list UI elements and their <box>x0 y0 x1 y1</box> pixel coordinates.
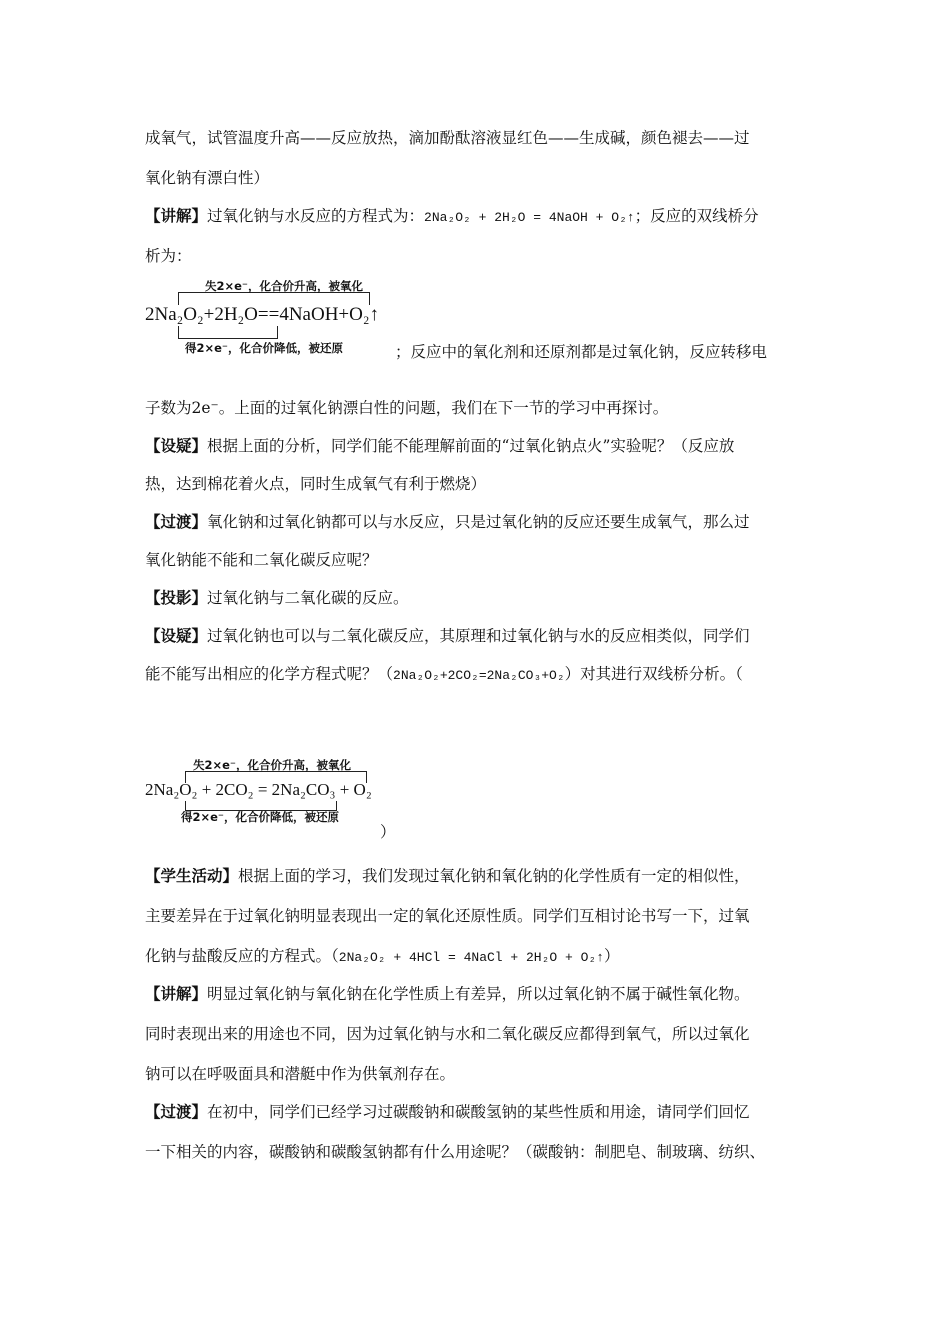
text-span: ；反应的双线桥分 <box>634 207 759 225</box>
text-span: 过氧化钠与水反应的方程式为： <box>207 207 425 225</box>
text-span: ）对其进行双线桥分析。（ <box>564 665 743 683</box>
text-span: 化钠与盐酸反应的方程式。（ <box>145 947 339 965</box>
text-line: ；反应中的氧化剂和还原剂都是过氧化钠，反应转移电 <box>395 343 768 361</box>
text-line <box>145 1102 750 1122</box>
text-line: 钠可以在呼吸面具和潜艇中作为供氧剂存在。 <box>145 1065 456 1083</box>
text-line <box>145 512 750 532</box>
bridge-bottom-label: 得2×e⁻，化合价降低，被还原 <box>181 810 340 824</box>
bridge-top-label: 失2×e⁻，化合价升高，被氧化 <box>205 279 364 293</box>
text-line: 同时表现出来的用途也不同，因为过氧化钠与水和二氧化碳反应都得到氧气，所以过氧化 <box>145 1025 750 1043</box>
text-span: 氧化钠和过氧化钠都可以与水反应，只是过氧化钠的反应还要生成氧气，那么过 <box>207 513 750 531</box>
text-span: ） <box>604 947 620 965</box>
text-line: 主要差异在于过氧化钠明显表现出一定的氧化还原性质。同学们互相讨论书写一下，过氧 <box>145 907 750 925</box>
bridge-bottom-label: 得2×e⁻，化合价降低，被还原 <box>185 341 344 355</box>
bridge-top-label: 失2×e⁻，化合价升高，被氧化 <box>193 758 352 772</box>
text-line: 一下相关的内容，碳酸钠和碳酸氢钠都有什么用途呢？（碳酸钠：制肥皂、制玻璃、纺织、 <box>145 1143 766 1161</box>
text-line: 热，达到棉花着火点，同时生成氧气有利于燃烧） <box>145 475 487 493</box>
text-line <box>145 664 743 686</box>
text-span: 能不能写出相应的化学方程式呢？（ <box>145 665 394 683</box>
section-tag: 【设疑】 <box>145 437 208 455</box>
text-line: 成氧气，试管温度升高——反应放热，滴加酚酞溶液显红色——生成碱，颜色褪去——过 <box>145 129 750 147</box>
text-span: 明显过氧化钠与氧化钠在化学性质上有差异，所以过氧化钠不属于碱性氧化物。 <box>207 985 750 1003</box>
section-tag: 【学生活动】 <box>145 867 239 885</box>
text-span: 根据上面的学习，我们发现过氧化钠和氧化钠的化学性质有一定的相似性， <box>238 867 750 885</box>
text-span: 过氧化钠与二氧化碳的反应。 <box>207 589 409 607</box>
text-span: 根据上面的分析，同学们能不能理解前面的“过氧化钠点火”实验呢？（反应放 <box>207 437 735 455</box>
text-span: 在初中，同学们已经学习过碳酸钠和碳酸氢钠的某些性质和用途，请同学们回忆 <box>207 1103 750 1121</box>
section-tag: 【讲解】 <box>145 207 208 225</box>
text-line <box>145 866 750 886</box>
text-line <box>145 436 734 456</box>
inline-equation: 2Na₂O₂+2CO₂=2Na₂CO₃+O₂ <box>393 668 565 683</box>
text-line: 析为： <box>145 247 192 265</box>
text-line <box>145 946 620 968</box>
text-line <box>145 626 750 646</box>
bottom-bridge-line <box>178 326 278 339</box>
reaction-equation: 2Na₂O₂+2H₂O==4NaOH+O₂↑ <box>145 304 379 325</box>
double-bridge-diagram <box>145 278 405 358</box>
section-tag: 【设疑】 <box>145 627 208 645</box>
reaction-equation: 2Na₂O₂ + 2CO₂ = 2Na₂CO₃ + O₂ <box>145 780 372 799</box>
text-span: 过氧化钠也可以与二氧化碳反应，其原理和过氧化钠与水的反应相类似，同学们 <box>207 627 750 645</box>
text-line <box>145 588 409 608</box>
text-line: 氧化钠有漂白性） <box>145 169 270 187</box>
double-bridge-diagram <box>145 757 395 827</box>
inline-equation: 2Na₂O₂ + 4HCl = 4NaCl + 2H₂O + O₂↑ <box>338 950 605 965</box>
section-tag: 【过渡】 <box>145 513 208 531</box>
text-line: ） <box>380 823 396 841</box>
text-line <box>145 206 759 228</box>
section-tag: 【讲解】 <box>145 985 208 1003</box>
text-line <box>145 984 750 1004</box>
text-line: 子数为2e⁻。上面的过氧化钠漂白性的问题，我们在下一节的学习中再探讨。 <box>145 399 669 417</box>
section-tag: 【过渡】 <box>145 1103 208 1121</box>
inline-equation: 2Na₂O₂ + 2H₂O = 4NaOH + O₂↑ <box>424 210 635 225</box>
section-tag: 【投影】 <box>145 589 208 607</box>
text-line: 氧化钠能不能和二氧化碳反应呢？ <box>145 551 378 569</box>
